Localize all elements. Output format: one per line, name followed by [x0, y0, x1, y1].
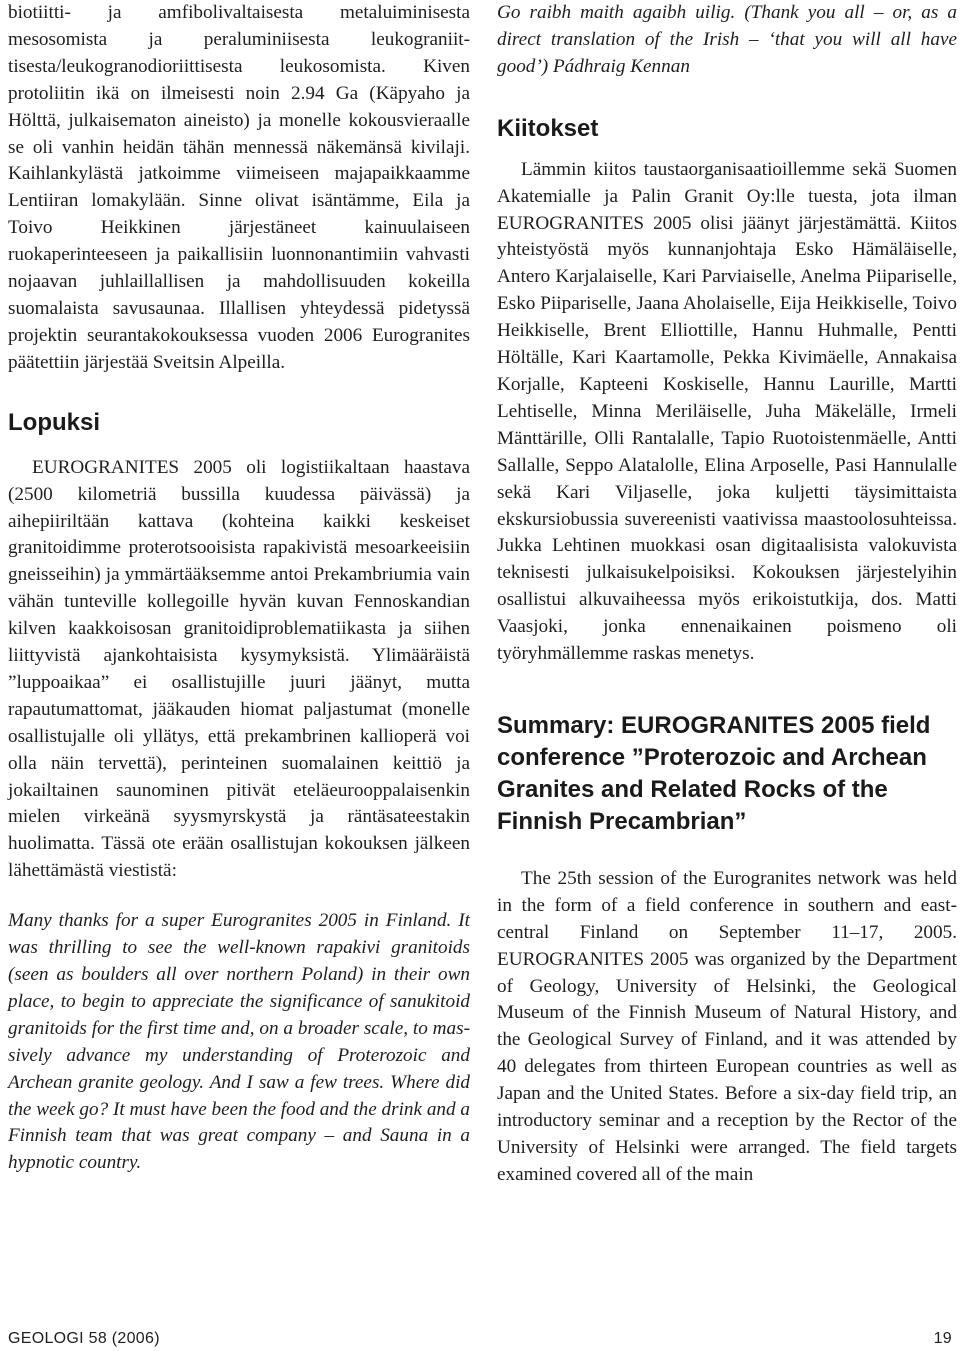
page-number: 19 [933, 1330, 952, 1347]
quoted-message: Many thanks for a super Eurogranites 2005 in Finland. It was thrilling to see the well-known rapakivi granitoids (seen as boulders all over northern Poland) in their own place, to begin to appreciate the significance of sanukitoid granitoids for the first time and, on a broader scale, to massively advance my understanding of Proterozoic and Archean granite geology. And I saw a few trees. Where did the week go? It must have been the food and the drink and a Finnish team that was great company – and Sauna in a hypnotic country. [8, 910, 470, 1174]
article-paragraph: The 25th session of the Eurogranites network was held in the form of a field conference in southern and east-central Finland on September 11–17, 2005. EUROGRANITES 2005 was organized by the Department of Geology, University of Helsinki, the Geological Museum of the Finnish Museum of Natural History, and the Geological Survey of Finland, and it was attended by 40 delegates from thirteen European countries as well as Japan and the United States. Before a six-day field trip, an introductory seminar and a reception by the Rector of the University of Helsinki were arranged. The field targets examined covered all of the main [497, 867, 957, 1185]
article-paragraph: EUROGRANITES 2005 oli logistiikaltaan haastava (2500 kilometriä bussilla kuudessa päivässä) ja aihepiiriltään kattava (kohteina kaikki keskeiset granitoidimme proterotsooisista rapakivistä mesoarkeeisiin gneisseihin) ja ymmärtääksemme antoi Prekambriumia vain vähän tunteville kollegoille hyvän kuvan Fennoskandian kilven kaakkoisosan granitoidiproblematiikasta ja siihen liittyvistä ajankohtaisista kysymyksistä. Ylimääräistä ”luppoaikaa” ei osallistujille juuri jäänyt, mutta rapautumattomat, jääkauden hiomat paljastumat (monelle osallistujalle oli yllätys, että prekambrinen kallioperä voi olla näin tervettä), perinteinen suomalainen keittiö ja jokailtainen saunominen pitivät eteläeurooppalaisenkin mielen virkeänä syysmyrskystä ja räntäsateestakin huolimatta. Tässä ote erään osallistujan kokouksen jälkeen lähettämästä viestistä: [8, 456, 470, 882]
article-paragraph: Lämmin kiitos taustaorganisaatioillemme sekä Suomen Akatemialle ja Palin Granit Oy:lle tuesta, jota ilman EUROGRANITES 2005 olisi jäänyt järjestämättä. Kiitos yhteistyöstä myös kunnanjohtaja Esko Hämäläiselle, Antero Karjalaiselle, Kari Parviaiselle, Anelma Piipariselle, Esko Piipariselle, Jaana Aholaiselle, Eija Heikkiselle, Toivo Heikkiselle, Brent Elliottille, Hannu Huhmalle, Pentti Höltälle, Kari Kaartamolle, Pekka Kivimäelle, Annakaisa Korjalle, Kapteeni Koskiselle, Hannu Laurille, Martti Lehtiselle, Minna Meriläiselle, Juha Mäkelälle, Irmeli Mänttärille, Olli Rantalalle, Tapio Ruotoistenmäelle, Antti Sallalle, Seppo Alatalolle, Elina Arposelle, Pasi Hannulalle sekä Kari Viljaselle, joka kuljetti täysimittaista ekskursiobussia suvereenisti vaativissa maastoolosuhteissa. Jukka Lehtinen muokkasi osan digitaalisista valokuvista teknisesti julkaisukelpoisiksi. Kokouksen järjestelyihin osallistui alkuvaiheessa myös erikoistutkija, dos. Matti Vaasjoki, jonka ennenaikainen poismeno oli työryhmällemme raskas menetys. [497, 158, 957, 665]
footer-journal: GEOLOGI 58 (2006) [8, 1330, 160, 1347]
section-heading-lopuksi: Lopuksi [8, 408, 101, 436]
section-heading-kiitokset: Kiitokset [497, 114, 599, 142]
article-paragraph: biotiitti- ja amfibolivaltaisesta metaluiminisesta mesosomista ja peraluminiisesta leukograniittisesta/leukogranodioriittisesta leukosomista. Kiven protoliitin ikä on ilmeisesti noin 2.94 Ga (Käpyaho ja Hölttä, julkaisematon aineisto) ja monelle kokousvieraalle se oli vanhin heidän tähän mennessä näkemänsä kivilaji. Kaihlankylästä jatkoimme viimeiseen majapaikkaamme Lentiiran lomakylään. Sinne olivat isäntämme, Eila ja Toivo Heikkinen järjestäneet kainuulaiseen ruokaperinteeseen ja paikallisiin luonnonantimiin vahvasti nojaavan juhlaillallisen ja mahdollisuuden kokeilla suomalaista savusaunaa. Illallisen yhteydessä pidetyssä projektin seurantakokouksessa vuoden 2006 Eurogranites päätettiin järjestää Sveitsin Alpeilla. [8, 2, 470, 373]
right-column [497, 0, 957, 1189]
quoted-message-end: Go raibh maith agaibh uilig. (Thank you all – or, as a direct translation of the Irish – ‘that you will all have good’) Pádhraig Kennan [497, 2, 957, 77]
section-heading-summary: Summary: EUROGRANITES 2005 field conference ”Proterozoic and Archean Granites and Related Rocks of the Finnish Precambrian” [497, 711, 931, 835]
left-column [8, 0, 470, 1177]
